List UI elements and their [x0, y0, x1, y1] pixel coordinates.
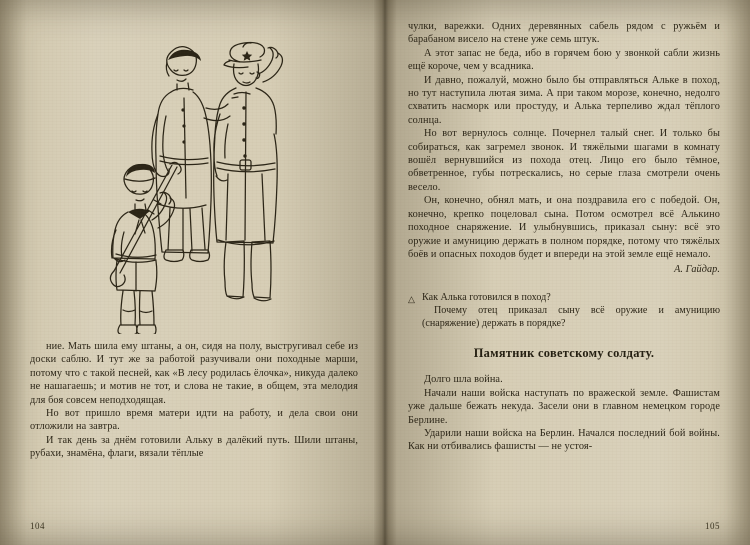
paragraph: И так день за днём готовили Альку в далёкий путь. Шили штаны, рубахи, знамёна, флаги, вязали тёплые: [30, 434, 358, 460]
question-item: Почему отец приказал сыну всё оружие и амуницию (снаряжение) держать в порядке?: [422, 304, 720, 330]
illustration-pioneer-scene: [44, 34, 344, 334]
section-body: [408, 373, 720, 453]
right-page-body: [408, 20, 720, 277]
paragraph: Но вот пришло время матери идти на работу, и дела свои они отложили на завтра.: [30, 408, 358, 433]
paragraph: А этот запас не беда, ибо в горячем бою у звонкой сабли жизнь ещё короче, чем у всадника.: [408, 47, 720, 73]
page-number-left: 104: [30, 521, 45, 531]
page-number-right: 105: [705, 521, 720, 531]
paragraph: Начали наши войска наступать по вражеской земле. Фашистам уже дальше бежать некуда. Засели они в главном немецком городе Берлине.: [408, 387, 720, 426]
right-page: [384, 0, 750, 545]
questions-block: [408, 291, 720, 331]
paragraph: Долго шла война.: [424, 374, 503, 386]
paragraph: Он, конечно, обнял мать, и она поздравила его с победой. Он, конечно, крепко поцеловал сына. Потом осмотрел всё Алькино походное снаряжение. И улыбнувшись, приказал сыну: всё это оружие и амуницию держать в полном порядке, потому что тяжёлых боёв и опасных походов будет и впереди на этой земле ещё немало.: [408, 195, 720, 260]
author-signature: А. Гайдар.: [674, 264, 720, 276]
triangle-marker-icon: △: [408, 293, 415, 304]
left-page-body: [30, 340, 358, 461]
paragraph: Но вот вернулось солнце. Почернел талый снег. И только бы собираться, как загремел звонок. И тяжёлыми шагами в комнату вошёл вернувшийся из похода отец. Лицо его было тёмное, обветренное, губы потрескались, но серые глаза смотрели очень весело.: [408, 128, 720, 193]
paragraph: ние. Мать шила ему штаны, а он, сидя на полу, выстругивал себе из доски саблю. И тут же за работой разучивали они походные марши, потому что с такой песней, как «В лесу родилась ёлочка», никуда далеко не нашагаешь; и мотив не тот, и слова не такие, в общем, эта мелодия для боя совсем неподходящая.: [30, 341, 358, 406]
paragraph: чулки, варежки. Одних деревянных сабель рядом с ружьём и барабаном висело на стене уже семь штук.: [408, 21, 720, 46]
paragraph: Ударили наши войска на Берлин. Начался последний бой войны. Как ни отбивались фашисты — не устоя-: [408, 427, 720, 453]
paragraph: И давно, пожалуй, можно было бы отправляться Альке в поход, но тут наступила лютая зима. А при таком морозе, конечно, недолго схватить насморк или простуду, и Алька терпеливо ждал тёплого солнца.: [408, 74, 720, 126]
question-item: Как Алька готовился в поход?: [422, 291, 551, 303]
section-title: Памятник советскому солдату.: [473, 346, 655, 361]
